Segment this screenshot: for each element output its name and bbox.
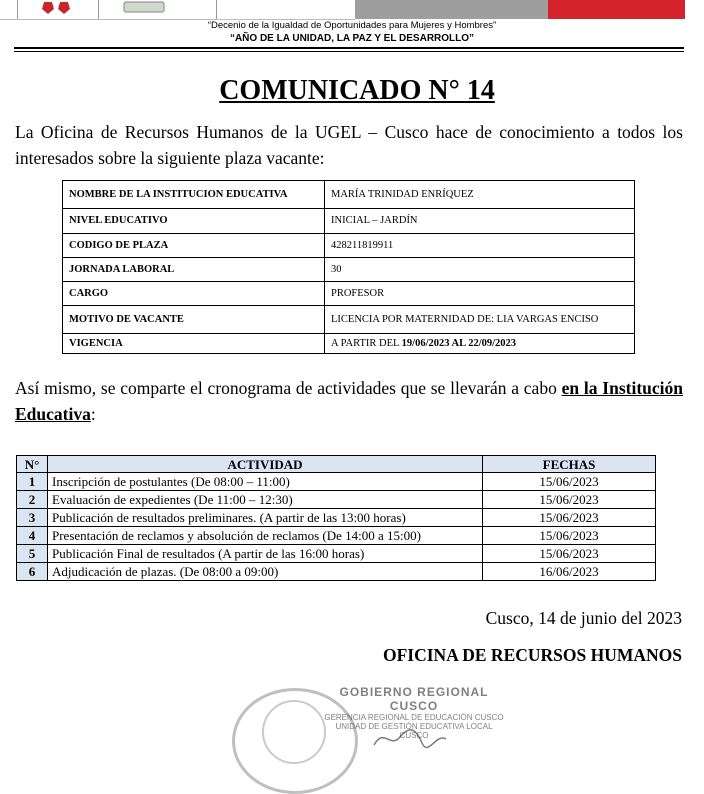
row-date: 15/06/2023 (483, 509, 656, 527)
office-signature-title: OFICINA DE RECURSOS HUMANOS (383, 645, 682, 665)
row-activity: Evaluación de expedientes (De 11:00 – 12:30) (48, 491, 483, 509)
row-label: CARGO (63, 282, 325, 306)
row-value: 428211819911 (325, 234, 635, 258)
col-dates: FECHAS (483, 456, 656, 473)
table-header-row (17, 456, 656, 473)
schedule-intro (15, 375, 683, 427)
row-date: 15/06/2023 (483, 491, 656, 509)
row-activity: Publicación Final de resultados (A partir de las 16:00 horas) (48, 545, 483, 563)
vigencia-value (325, 334, 635, 354)
place-date: Cusco, 14 de junio del 2023 (485, 608, 682, 628)
vigencia-prefix: A PARTIR DEL (331, 337, 402, 349)
row-activity: Adjudicación de plazas. (De 08:00 a 09:00) (48, 563, 483, 581)
schedule-table (16, 455, 656, 581)
vigencia-end: 22/09/2023 (468, 337, 517, 349)
row-number: 2 (17, 491, 48, 509)
row-number: 4 (17, 527, 48, 545)
header-rule-thin (14, 51, 684, 52)
row-value: PROFESOR (325, 282, 635, 306)
row-date: 15/06/2023 (483, 527, 656, 545)
vigencia-label: VIGENCIA (63, 334, 325, 354)
page-title: COMUNICADO N° 14 (219, 75, 495, 106)
table-row (63, 234, 635, 258)
row-label: MOTIVO DE VACANTE (63, 306, 325, 334)
row-label: CODIGO DE PLAZA (63, 234, 325, 258)
table-row (63, 209, 635, 234)
schedule-intro-suffix: : (90, 404, 96, 424)
institution-logo (98, 0, 217, 19)
building-icon (98, 0, 216, 19)
row-activity: Presentación de reclamos y absolución de reclamos (De 14:00 a 15:00) (48, 527, 483, 545)
header-gray-band (355, 0, 548, 19)
year-motto: “AÑO DE LA UNIDAD, LA PAZ Y EL DESARROLLO” (229, 33, 475, 44)
table-row (17, 509, 656, 527)
vigencia-start: 19/06/2023 (401, 337, 450, 349)
row-value: MARÍA TRINIDAD ENRÍQUEZ (325, 181, 635, 209)
col-activity: ACTIVIDAD (48, 456, 483, 473)
row-date: 15/06/2023 (483, 545, 656, 563)
decenio-text: “Decenio de la Igualdad de Oportunidades para Mujeres y Hombres” (207, 20, 497, 31)
row-label: NIVEL EDUCATIVO (63, 209, 325, 234)
row-value: INICIAL – JARDÍN (325, 209, 635, 234)
row-number: 5 (17, 545, 48, 563)
row-date: 15/06/2023 (483, 473, 656, 491)
row-activity: Inscripción de postulantes (De 08:00 – 11:00) (48, 473, 483, 491)
row-activity: Publicación de resultados preliminares. (A partir de las 13:00 horas) (48, 509, 483, 527)
signature (370, 725, 450, 750)
table-row (17, 473, 656, 491)
coat-of-arms-icon (18, 0, 98, 19)
seal-emblem-icon (262, 700, 326, 764)
table-row (63, 258, 635, 282)
schedule-intro-emphasis: en la Institución Educativa (15, 378, 683, 424)
stamp-line-2: GERENCIA REGIONAL DE EDUCACIÓN CUSCO (324, 713, 504, 722)
row-date: 16/06/2023 (483, 563, 656, 581)
schedule-intro-text: Así mismo, se comparte el cronograma de actividades que se llevarán a cabo (15, 378, 562, 398)
header-red-band (548, 0, 685, 19)
row-number: 6 (17, 563, 48, 581)
row-number: 1 (17, 473, 48, 491)
table-row (17, 527, 656, 545)
peru-coat-of-arms-logo (17, 0, 99, 19)
intro-paragraph: La Oficina de Recursos Humanos de la UGEL – Cusco hace de conocimiento a todos los interesados sobre la siguiente plaza vacante: (15, 122, 683, 168)
row-value: LICENCIA POR MATERNIDAD DE: LIA VARGAS ENCISO (325, 306, 635, 334)
row-value: 30 (325, 258, 635, 282)
row-number: 3 (17, 509, 48, 527)
vacancy-table (62, 180, 635, 354)
table-row (17, 563, 656, 581)
table-row (63, 181, 635, 209)
table-row (63, 306, 635, 334)
col-num: N° (17, 456, 48, 473)
table-row (63, 334, 635, 354)
table-row (17, 545, 656, 563)
header-rule (14, 47, 684, 49)
stamp-line-3: UNIDAD DE GESTIÓN EDUCATIVA LOCAL CUSCO (335, 722, 493, 740)
row-label: NOMBRE DE LA INSTITUCION EDUCATIVA (63, 181, 325, 209)
stamp-line-1: GOBIERNO REGIONAL CUSCO (339, 685, 489, 713)
row-label: JORNADA LABORAL (63, 258, 325, 282)
table-row (63, 282, 635, 306)
table-row (17, 491, 656, 509)
vigencia-mid: AL (449, 337, 469, 349)
